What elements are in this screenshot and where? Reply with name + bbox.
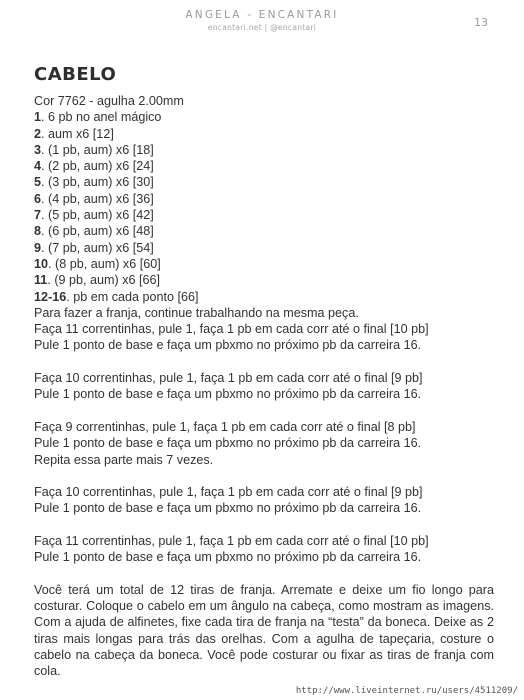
instruction-line: Pule 1 ponto de base e faça um pbxmo no próximo pb da carreira 16. [34,387,422,402]
spacer [34,468,494,484]
round-text: . aum x6 [12] [41,126,114,141]
watermark-url: http://www.liveinternet.ru/users/4511209/ [295,686,518,696]
round-number: 4 [34,159,42,174]
color-line: Cor 7762 - agulha 2.00mm [34,94,184,108]
section-title: CABELO [34,64,117,85]
page-number: 13 [474,16,488,29]
header-brand: ANGELA - ENCANTARI [185,9,339,21]
instruction-line: Faça 11 correntinhas, pule 1, faça 1 pb em cada corr até o final [10 pb] [34,534,429,549]
header-subtitle: encantari.net | @encantari [207,23,317,32]
instruction-line: Pule 1 ponto de base e faça um pbxmo no próximo pb da carreira 16. [34,338,422,353]
round-line [34,223,494,239]
round-line [34,109,494,125]
instruction-line: Repita essa parte mais 7 vezes. [34,452,214,467]
instruction-line: Pule 1 ponto de base e faça um pbxmo no próximo pb da carreira 16. [34,501,422,516]
round-number: 6 [34,191,42,206]
pattern-text [34,93,494,679]
page-header [0,9,524,32]
round-line [34,174,494,190]
round-number: 12-16 [34,289,67,304]
round-text: . pb em cada ponto [66] [66,289,199,304]
round-text: . (3 pb, aum) x6 [30] [41,175,154,190]
instruction-line: Faça 10 correntinhas, pule 1, faça 1 pb em cada corr até o final [9 pb] [34,371,423,386]
spacer [34,354,494,370]
round-line [34,289,494,305]
spacer [34,403,494,419]
round-text: . (7 pb, aum) x6 [54] [41,240,154,255]
round-number: 8 [34,224,42,239]
round-number: 7 [34,208,42,223]
round-number: 1 [34,110,42,125]
round-line [34,240,494,256]
round-line [34,272,494,288]
round-text: . 6 pb no anel mágico [41,110,162,125]
round-text: . (4 pb, aum) x6 [36] [41,191,154,206]
round-text: . (6 pb, aum) x6 [48] [41,224,154,239]
round-line [34,191,494,207]
final-paragraph: Você terá um total de 12 tiras de franja. Arremate e deixe um fio longo para costurar. Coloque o cabelo em um ângulo na cabeça, como mostram as imagens. Com a ajuda de alfinetes, fixe cada tira de franja na “testa” da boneca. Deixe as 2 tiras mais longas para trás das orelhas. Com a agulha de tapeçaria, costure o cabelo na cabeça da boneca. Você pode costurar ou fixar as tiras de franja com cola. [34,582,494,679]
instruction-line: Pule 1 ponto de base e faça um pbxmo no próximo pb da carreira 16. [34,550,422,565]
round-number: 11 [34,273,48,288]
round-text: . (1 pb, aum) x6 [18] [41,142,154,157]
round-number: 5 [34,175,42,190]
round-line [34,126,494,142]
round-text: . (2 pb, aum) x6 [24] [41,159,154,174]
round-number: 9 [34,240,42,255]
round-text: . (8 pb, aum) x6 [60] [48,256,161,271]
round-number: 2 [34,126,42,141]
round-text: . (5 pb, aum) x6 [42] [41,208,154,223]
round-line [34,142,494,158]
round-number: 10 [34,256,49,271]
instruction-line: Pule 1 ponto de base e faça um pbxmo no próximo pb da carreira 16. [34,436,422,451]
round-number: 3 [34,142,42,157]
instruction-line: Faça 11 correntinhas, pule 1, faça 1 pb em cada corr até o final [10 pb] [34,322,429,337]
spacer [34,517,494,533]
round-text: . (9 pb, aum) x6 [66] [47,273,161,288]
round-line [34,207,494,223]
instruction-line: Faça 9 correntinhas, pule 1, faça 1 pb em cada corr até o final [8 pb] [34,419,416,434]
round-line [34,158,494,174]
round-line [34,256,494,272]
instruction-line: Faça 10 correntinhas, pule 1, faça 1 pb em cada corr até o final [9 pb] [34,485,423,500]
instruction-line: Para fazer a franja, continue trabalhando na mesma peça. [34,305,359,320]
main-content [34,64,494,679]
